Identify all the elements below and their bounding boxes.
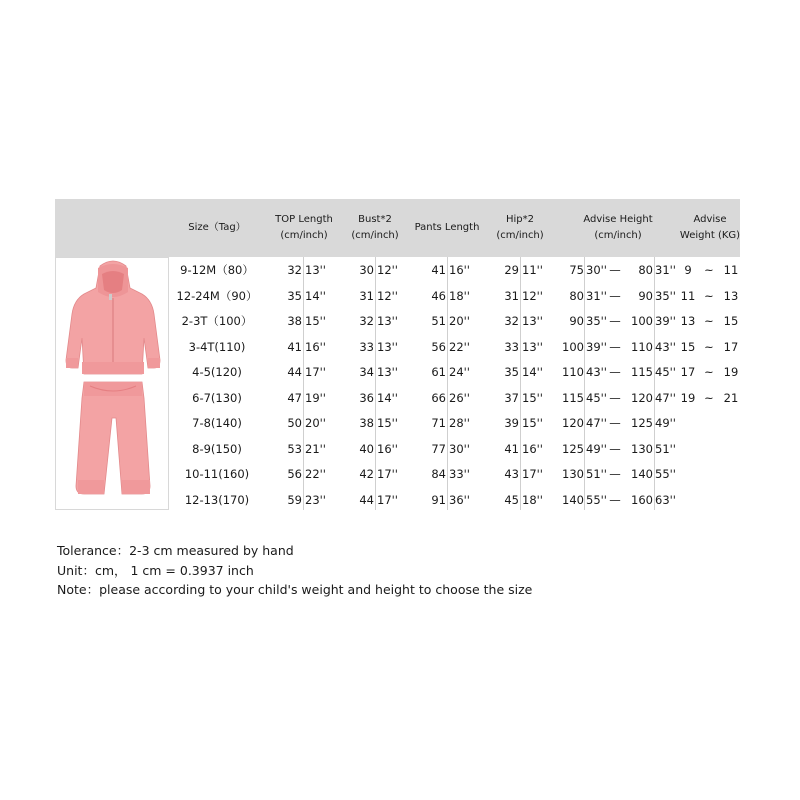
size-cell: 7-8(140) bbox=[192, 416, 242, 430]
pants-length-cm: 84 bbox=[431, 467, 446, 481]
bust-inch: 13'' bbox=[377, 365, 398, 379]
weight-min bbox=[680, 487, 696, 513]
height-range-dash: — bbox=[609, 288, 621, 303]
table-row bbox=[0, 436, 800, 462]
weight-min: 19 bbox=[680, 390, 696, 405]
hip-inch: 17'' bbox=[522, 467, 543, 481]
pants-length-inch: 20'' bbox=[449, 314, 470, 328]
table-row bbox=[0, 410, 800, 436]
hip-cm: 29 bbox=[504, 263, 519, 277]
top-length-cm: 53 bbox=[287, 441, 302, 456]
height-range-dash: — bbox=[609, 416, 621, 430]
weight-range-sep bbox=[700, 461, 718, 487]
header-pants-length-label: Pants Length bbox=[414, 222, 480, 233]
pants-length-cm: 61 bbox=[431, 365, 446, 379]
height-range-dash: — bbox=[609, 314, 621, 328]
height-max-cm: 90 bbox=[638, 288, 653, 303]
top-length-inch: 17'' bbox=[305, 365, 326, 379]
top-length-cm: 47 bbox=[287, 390, 302, 405]
bust-inch: 16'' bbox=[377, 441, 398, 456]
table-row bbox=[0, 487, 800, 513]
pants-length-inch: 28'' bbox=[449, 416, 470, 430]
top-length-inch: 23'' bbox=[305, 492, 326, 507]
pants-length-cm: 71 bbox=[431, 416, 446, 430]
table-row bbox=[0, 461, 800, 487]
height-range-dash: — bbox=[609, 390, 621, 405]
header-advise-weight bbox=[676, 199, 744, 257]
weight-min: 13 bbox=[680, 314, 696, 328]
top-length-cm: 41 bbox=[287, 339, 302, 354]
height-range-dash: — bbox=[609, 441, 621, 456]
pants-length-inch: 26'' bbox=[449, 390, 470, 405]
height-range-dash: — bbox=[609, 263, 621, 277]
height-min-inch: 55'' bbox=[586, 492, 607, 507]
weight-range-sep: ~ bbox=[704, 365, 714, 379]
table-row bbox=[0, 359, 800, 385]
height-min-inch: 45'' bbox=[586, 390, 607, 405]
hip-cm: 33 bbox=[504, 339, 519, 354]
size-notes bbox=[57, 541, 532, 600]
bust-cm: 32 bbox=[359, 314, 374, 328]
weight-min: 15 bbox=[680, 339, 696, 354]
weight-max: 21 bbox=[723, 390, 739, 405]
height-min-inch: 51'' bbox=[586, 467, 607, 481]
top-length-cm: 38 bbox=[287, 314, 302, 328]
height-max-inch: 55'' bbox=[655, 467, 676, 481]
header-bust-label: Bust*2 bbox=[358, 214, 392, 225]
hip-cm: 31 bbox=[504, 288, 519, 303]
height-min-inch: 30'' bbox=[586, 263, 607, 277]
header-hip-unit: (cm/inch) bbox=[496, 230, 544, 241]
height-max-cm: 120 bbox=[631, 390, 653, 405]
height-max-inch: 47'' bbox=[655, 390, 676, 405]
top-length-cm: 35 bbox=[287, 288, 302, 303]
height-min-cm: 140 bbox=[562, 492, 584, 507]
bust-cm: 40 bbox=[359, 441, 374, 456]
header-advise-height bbox=[566, 199, 670, 257]
height-min-cm: 125 bbox=[562, 441, 584, 456]
unit-note: Unit：cm， 1 cm = 0.3937 inch bbox=[57, 562, 254, 578]
weight-max: 11 bbox=[723, 263, 739, 277]
size-cell: 3-4T(110) bbox=[188, 339, 246, 354]
header-top-length-unit: (cm/inch) bbox=[280, 230, 328, 241]
height-max-cm: 100 bbox=[631, 314, 653, 328]
bust-inch: 12'' bbox=[377, 263, 398, 277]
height-min-cm: 110 bbox=[562, 365, 584, 379]
height-max-cm: 115 bbox=[631, 365, 653, 379]
height-range-dash: — bbox=[609, 339, 621, 354]
top-length-inch: 13'' bbox=[305, 263, 326, 277]
pants-length-cm: 51 bbox=[431, 314, 446, 328]
bust-inch: 13'' bbox=[377, 339, 398, 354]
hip-inch: 12'' bbox=[522, 288, 543, 303]
hip-cm: 43 bbox=[504, 467, 519, 481]
height-max-cm: 140 bbox=[631, 467, 653, 481]
tolerance-note: Tolerance：2-3 cm measured by hand bbox=[57, 543, 294, 558]
weight-max bbox=[720, 436, 742, 462]
table-row bbox=[0, 257, 800, 283]
weight-min: 17 bbox=[680, 365, 696, 379]
weight-range-sep: ~ bbox=[704, 390, 714, 405]
weight-max bbox=[720, 461, 742, 487]
height-min-cm: 80 bbox=[569, 288, 584, 303]
height-max-cm: 110 bbox=[631, 339, 653, 354]
height-range-dash: — bbox=[609, 365, 621, 379]
height-min-inch: 35'' bbox=[586, 314, 607, 328]
height-min-inch: 49'' bbox=[586, 441, 607, 456]
height-min-cm: 130 bbox=[562, 467, 584, 481]
hip-cm: 41 bbox=[504, 441, 519, 456]
hip-cm: 45 bbox=[504, 492, 519, 507]
top-length-inch: 14'' bbox=[305, 288, 326, 303]
table-row bbox=[0, 334, 800, 360]
weight-max bbox=[720, 487, 742, 513]
bust-inch: 12'' bbox=[377, 288, 398, 303]
pants-length-cm: 41 bbox=[431, 263, 446, 277]
weight-min bbox=[680, 461, 696, 487]
height-max-inch: 63'' bbox=[655, 492, 676, 507]
hip-cm: 39 bbox=[504, 416, 519, 430]
header-pants-length bbox=[405, 199, 489, 257]
bust-inch: 17'' bbox=[377, 467, 398, 481]
height-range-dash: — bbox=[609, 467, 621, 481]
top-length-inch: 20'' bbox=[305, 416, 326, 430]
height-max-cm: 130 bbox=[631, 441, 653, 456]
pants-length-inch: 24'' bbox=[449, 365, 470, 379]
height-min-inch: 31'' bbox=[586, 288, 607, 303]
choose-size-note: Note：please according to your child's weight and height to choose the size bbox=[57, 582, 533, 597]
top-length-inch: 19'' bbox=[305, 390, 326, 405]
hip-inch: 11'' bbox=[522, 263, 543, 277]
height-min-inch: 43'' bbox=[586, 365, 607, 379]
pants-length-inch: 33'' bbox=[449, 467, 470, 481]
height-min-cm: 115 bbox=[562, 390, 584, 405]
size-cell: 6-7(130) bbox=[192, 390, 242, 405]
hip-inch: 15'' bbox=[522, 416, 543, 430]
pants-length-inch: 18'' bbox=[449, 288, 470, 303]
weight-range-sep: ~ bbox=[704, 314, 714, 328]
weight-min bbox=[680, 436, 696, 462]
header-size bbox=[172, 199, 262, 257]
weight-range-sep: ~ bbox=[704, 263, 714, 277]
weight-range-sep bbox=[700, 410, 718, 436]
bust-cm: 31 bbox=[359, 288, 374, 303]
height-min-inch: 39'' bbox=[586, 339, 607, 354]
bust-cm: 42 bbox=[359, 467, 374, 481]
height-max-cm: 80 bbox=[638, 263, 653, 277]
weight-min: 9 bbox=[684, 263, 692, 277]
pants-length-cm: 56 bbox=[431, 339, 446, 354]
pants-length-inch: 22'' bbox=[449, 339, 470, 354]
size-cell: 12-13(170) bbox=[184, 492, 250, 507]
pants-length-inch: 16'' bbox=[449, 263, 470, 277]
hip-cm: 37 bbox=[504, 390, 519, 405]
header-bust bbox=[346, 199, 404, 257]
top-length-cm: 50 bbox=[287, 416, 302, 430]
height-max-cm: 160 bbox=[631, 492, 653, 507]
bust-inch: 14'' bbox=[377, 390, 398, 405]
pants-length-cm: 46 bbox=[431, 288, 446, 303]
weight-max: 17 bbox=[723, 339, 739, 354]
height-max-inch: 45'' bbox=[655, 365, 676, 379]
height-max-inch: 31'' bbox=[655, 263, 676, 277]
header-bust-unit: (cm/inch) bbox=[351, 230, 399, 241]
height-min-cm: 75 bbox=[569, 263, 584, 277]
size-cell: 9-12M（80） bbox=[180, 263, 254, 277]
header-advise-height-unit: (cm/inch) bbox=[594, 230, 642, 241]
weight-range-sep: ~ bbox=[704, 339, 714, 354]
top-length-inch: 21'' bbox=[305, 441, 326, 456]
top-length-cm: 59 bbox=[287, 492, 302, 507]
height-min-cm: 120 bbox=[562, 416, 584, 430]
size-cell: 2-3T（100） bbox=[181, 314, 253, 328]
top-length-inch: 16'' bbox=[305, 339, 326, 354]
hip-cm: 35 bbox=[504, 365, 519, 379]
header-hip bbox=[489, 199, 551, 257]
table-row bbox=[0, 385, 800, 411]
header-top-length bbox=[262, 199, 346, 257]
header-hip-label: Hip*2 bbox=[505, 214, 534, 225]
pants-length-cm: 66 bbox=[431, 390, 446, 405]
pants-length-inch: 36'' bbox=[449, 492, 470, 507]
header-advise-weight-unit: Weight (KG) bbox=[679, 230, 741, 241]
pants-length-cm: 77 bbox=[431, 441, 446, 456]
weight-max: 15 bbox=[723, 314, 739, 328]
height-max-inch: 49'' bbox=[655, 416, 676, 430]
weight-range-sep: ~ bbox=[704, 288, 714, 303]
top-length-inch: 22'' bbox=[305, 467, 326, 481]
hip-inch: 13'' bbox=[522, 339, 543, 354]
top-length-cm: 56 bbox=[287, 467, 302, 481]
top-length-cm: 44 bbox=[287, 365, 302, 379]
weight-max: 13 bbox=[723, 288, 739, 303]
bust-cm: 30 bbox=[359, 263, 374, 277]
size-cell: 10-11(160) bbox=[184, 467, 250, 481]
bust-inch: 13'' bbox=[377, 314, 398, 328]
hip-cm: 32 bbox=[504, 314, 519, 328]
hip-inch: 18'' bbox=[522, 492, 543, 507]
weight-range-sep bbox=[700, 487, 718, 513]
bust-inch: 15'' bbox=[377, 416, 398, 430]
header-top-length-label: TOP Length bbox=[275, 214, 333, 225]
bust-inch: 17'' bbox=[377, 492, 398, 507]
pants-length-cm: 91 bbox=[431, 492, 446, 507]
height-max-inch: 35'' bbox=[655, 288, 676, 303]
bust-cm: 33 bbox=[359, 339, 374, 354]
height-max-inch: 43'' bbox=[655, 339, 676, 354]
table-row bbox=[0, 283, 800, 309]
hip-inch: 14'' bbox=[522, 365, 543, 379]
height-min-cm: 90 bbox=[569, 314, 584, 328]
height-max-inch: 51'' bbox=[655, 441, 676, 456]
weight-max: 19 bbox=[723, 365, 739, 379]
weight-min: 11 bbox=[680, 288, 696, 303]
height-min-inch: 47'' bbox=[586, 416, 607, 430]
height-max-inch: 39'' bbox=[655, 314, 676, 328]
weight-range-sep bbox=[700, 436, 718, 462]
height-min-cm: 100 bbox=[562, 339, 584, 354]
size-cell: 12-24M（90） bbox=[176, 288, 258, 303]
bust-cm: 44 bbox=[359, 492, 374, 507]
hip-inch: 13'' bbox=[522, 314, 543, 328]
table-row bbox=[0, 308, 800, 334]
hip-inch: 15'' bbox=[522, 390, 543, 405]
header-advise-height-label: Advise Height bbox=[583, 214, 653, 225]
height-range-dash: — bbox=[609, 492, 621, 507]
top-length-cm: 32 bbox=[287, 263, 302, 277]
size-cell: 4-5(120) bbox=[192, 365, 242, 379]
bust-cm: 34 bbox=[359, 365, 374, 379]
weight-max bbox=[720, 410, 742, 436]
size-cell: 8-9(150) bbox=[192, 441, 242, 456]
bust-cm: 36 bbox=[359, 390, 374, 405]
header-size-label: Size（Tag） bbox=[188, 222, 246, 233]
top-length-inch: 15'' bbox=[305, 314, 326, 328]
pants-length-inch: 30'' bbox=[449, 441, 470, 456]
hip-inch: 16'' bbox=[522, 441, 543, 456]
weight-min bbox=[680, 410, 696, 436]
bust-cm: 38 bbox=[359, 416, 374, 430]
height-max-cm: 125 bbox=[631, 416, 653, 430]
header-advise-weight-label: Advise bbox=[693, 214, 727, 225]
